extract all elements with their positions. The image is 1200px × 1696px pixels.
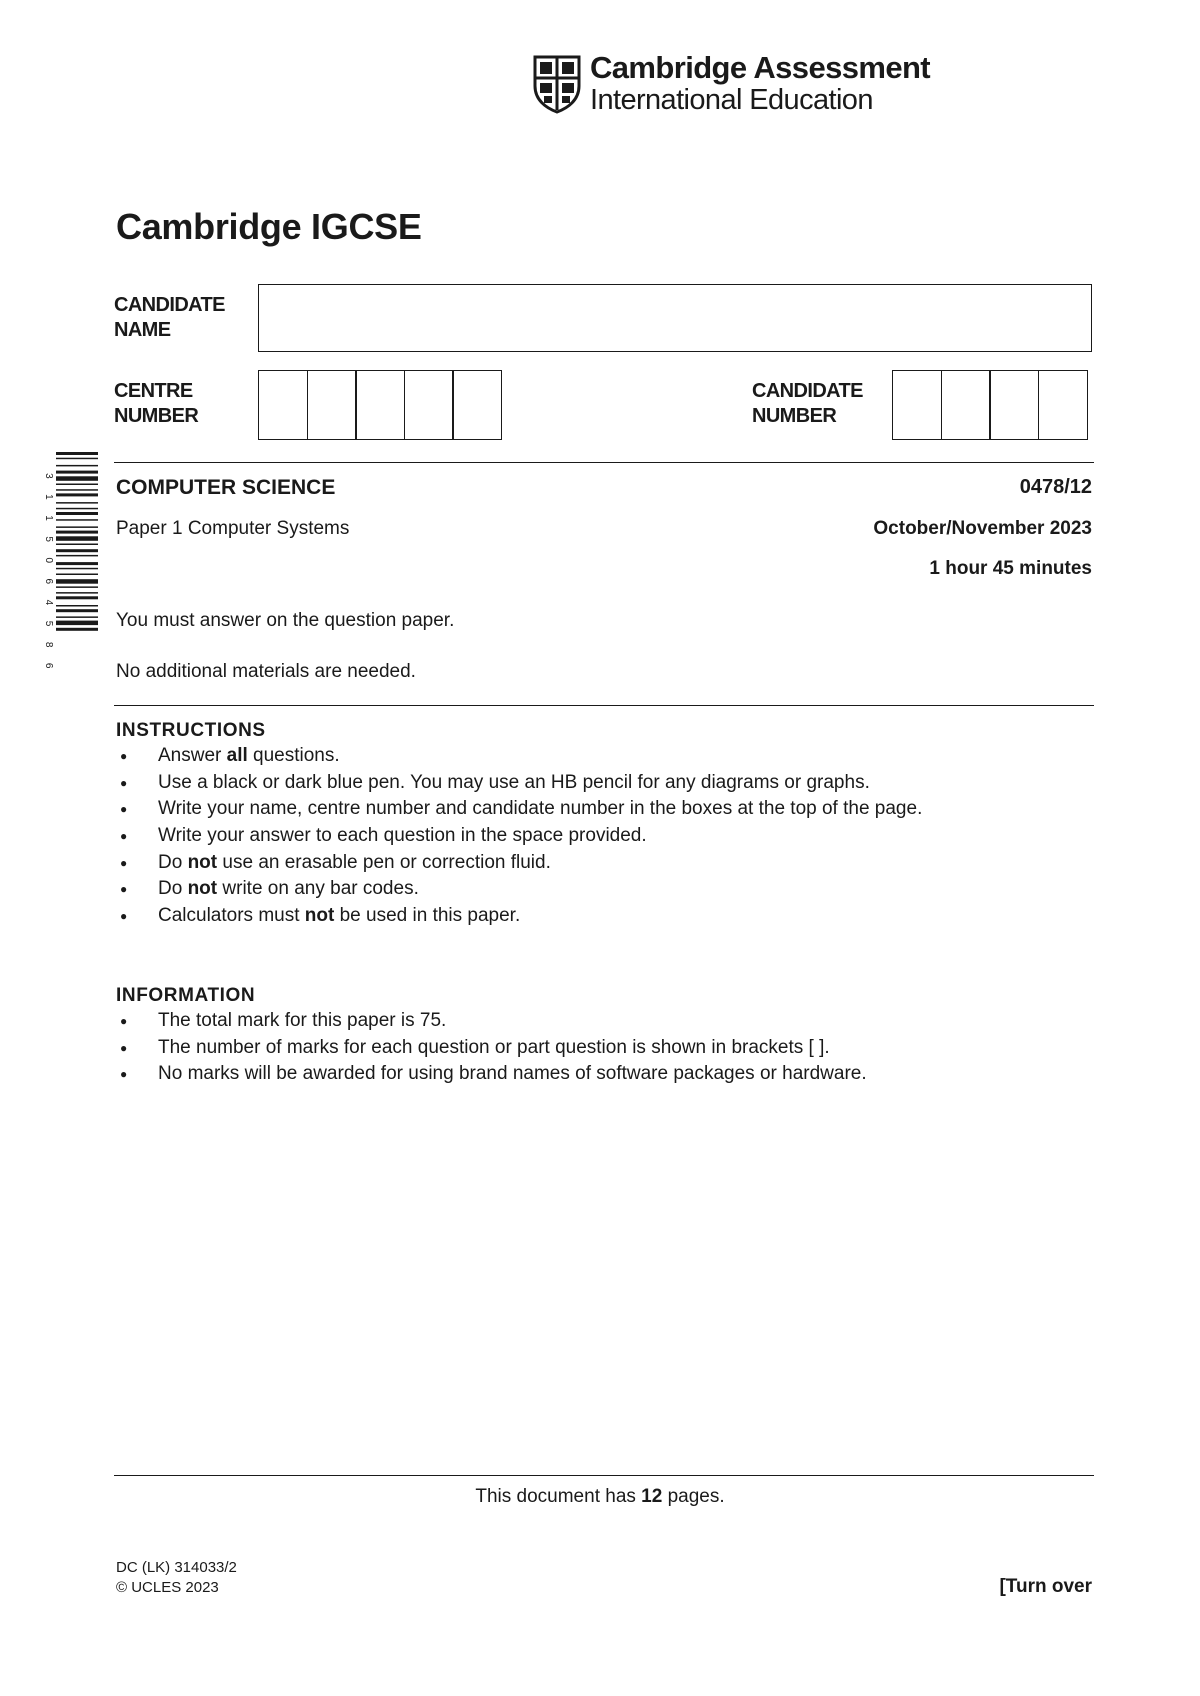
crest-shield-icon: [532, 54, 582, 114]
centre-number-cell[interactable]: [307, 370, 357, 440]
barcode-digit: 6: [43, 578, 54, 585]
instructions-list: [116, 743, 922, 930]
barcode-bar: [56, 605, 98, 607]
label-line: CANDIDATE: [114, 294, 225, 316]
barcode-bar: [56, 465, 98, 467]
label-line: CANDIDATE: [752, 380, 863, 402]
barcode-bar: [56, 555, 98, 557]
list-item: [116, 876, 922, 903]
centre-number-boxes: [258, 370, 502, 440]
text: This document has: [475, 1486, 642, 1507]
barcode-bar: [56, 621, 98, 626]
barcode-bar: [56, 476, 98, 481]
candidate-number-cell[interactable]: [989, 370, 1039, 440]
barcode-bar: [56, 508, 98, 510]
candidate-number-boxes: [892, 370, 1088, 440]
list-item: ● The total mark for this paper is 75.: [116, 1008, 867, 1035]
barcode-bar: [56, 549, 98, 552]
list-item: [116, 796, 922, 823]
list-item: [116, 903, 922, 930]
syllabus-code: 0478/12: [1019, 476, 1092, 498]
barcode-digit: 0: [43, 557, 54, 564]
copyright: © UCLES 2023: [116, 1579, 219, 1596]
logo-line-1: Cambridge Assessment: [590, 50, 931, 85]
footer-info: [116, 1558, 237, 1598]
barcode-bar: [56, 519, 98, 521]
barcode-bar: [56, 579, 98, 584]
barcode-bar: [56, 471, 98, 474]
barcode-digit: 3: [43, 473, 54, 479]
page-count-note: [0, 1486, 1200, 1508]
text: pages.: [662, 1486, 725, 1507]
candidate-name-label: [114, 293, 225, 343]
barcode-bar: [56, 489, 98, 491]
list-item: [116, 770, 922, 797]
candidate-number-cell[interactable]: [892, 370, 942, 440]
barcode-bar: [56, 536, 98, 541]
divider: [114, 1475, 1094, 1476]
centre-number-cell[interactable]: [355, 370, 405, 440]
barcode-bar: [56, 609, 98, 612]
text: Do: [158, 851, 188, 873]
text: questions.: [247, 745, 340, 766]
barcode-digit: 5: [43, 536, 54, 542]
barcode-bar: [56, 574, 98, 576]
barcode-bar: [56, 544, 98, 546]
information-list: [116, 1008, 867, 1088]
divider: [114, 462, 1094, 463]
barcode: [40, 452, 98, 684]
divider: [114, 705, 1094, 706]
instructions-heading: INSTRUCTIONS: [116, 720, 266, 741]
candidate-number-cell[interactable]: [1038, 370, 1088, 440]
barcode-bar: [56, 628, 98, 631]
barcode-bar: [56, 493, 98, 496]
barcode-bar: [56, 596, 98, 599]
text: write on any bar codes.: [217, 878, 419, 900]
exam-session: October/November 2023: [873, 518, 1092, 539]
list-item: [116, 823, 922, 850]
candidate-name-box[interactable]: [258, 284, 1092, 352]
candidate-number-cell[interactable]: [941, 370, 991, 440]
barcode-bar: [56, 512, 98, 515]
label-line: NAME: [114, 319, 171, 341]
barcode-bar: [56, 458, 98, 460]
text: use an erasable pen or correction fluid.: [217, 851, 551, 873]
page-count: 12: [641, 1486, 663, 1507]
exam-duration: 1 hour 45 minutes: [929, 558, 1092, 579]
emphasis: not: [187, 851, 218, 873]
barcode-bar: [56, 484, 98, 486]
barcode-bar: [56, 502, 98, 504]
list-item: [116, 743, 922, 770]
paper-name: Paper 1 Computer Systems: [116, 518, 350, 539]
barcode-bar: [56, 452, 98, 455]
barcode-bar: [56, 586, 98, 588]
barcode-digit: 6: [43, 662, 54, 669]
barcode-digit: 8: [43, 641, 54, 648]
subject-name: COMPUTER SCIENCE: [116, 476, 336, 499]
logo-line-2: International Education: [590, 84, 873, 116]
barcode-bar: [56, 531, 98, 534]
text: Write your answer to each question in the space provided.: [158, 825, 647, 847]
barcode-digit: 1: [43, 515, 54, 521]
emphasis: not: [304, 905, 335, 927]
text: be used in this paper.: [334, 905, 521, 927]
text: Do: [158, 878, 188, 900]
barcode-bar: [56, 568, 98, 570]
turn-over-note: [Turn over: [999, 1576, 1092, 1597]
text: Use a black or dark blue pen. You may use an HB pencil for any diagrams or graphs.: [158, 771, 870, 793]
centre-number-cell[interactable]: [404, 370, 454, 440]
list-item: [116, 850, 922, 877]
list-item: ● The number of marks for each question or part question is shown in brackets [ ].: [116, 1035, 867, 1062]
barcode-bar: [56, 592, 98, 594]
barcode-digit: 1: [43, 494, 54, 500]
page-title: Cambridge IGCSE: [116, 206, 422, 247]
centre-number-cell[interactable]: [258, 370, 308, 440]
text: Write your name, centre number and candidate number in the boxes at the top of the page.: [158, 798, 923, 820]
centre-number-label: [114, 379, 198, 429]
barcode-bar: [56, 562, 98, 565]
emphasis: all: [226, 745, 248, 766]
barcode-bar: [56, 526, 98, 528]
candidate-number-label: [752, 379, 863, 429]
barcode-digit: 5: [43, 620, 54, 627]
label-line: CENTRE: [114, 380, 193, 402]
list-item: ● No marks will be awarded for using brand names of software packages or hardware.: [116, 1061, 867, 1088]
text: Answer: [158, 745, 227, 766]
document-reference: DC (LK) 314033/2: [116, 1559, 237, 1576]
answer-note: You must answer on the question paper.: [116, 610, 455, 631]
information-heading: INFORMATION: [116, 985, 256, 1006]
barcode-bar: [56, 616, 98, 618]
label-line: NUMBER: [752, 405, 837, 427]
cambridge-logo: [532, 52, 930, 116]
emphasis: not: [187, 878, 218, 900]
text: Calculators must: [158, 905, 305, 927]
label-line: NUMBER: [114, 405, 199, 427]
centre-number-cell[interactable]: [452, 370, 502, 440]
barcode-digit: 4: [43, 599, 54, 606]
materials-note: No additional materials are needed.: [116, 661, 416, 682]
